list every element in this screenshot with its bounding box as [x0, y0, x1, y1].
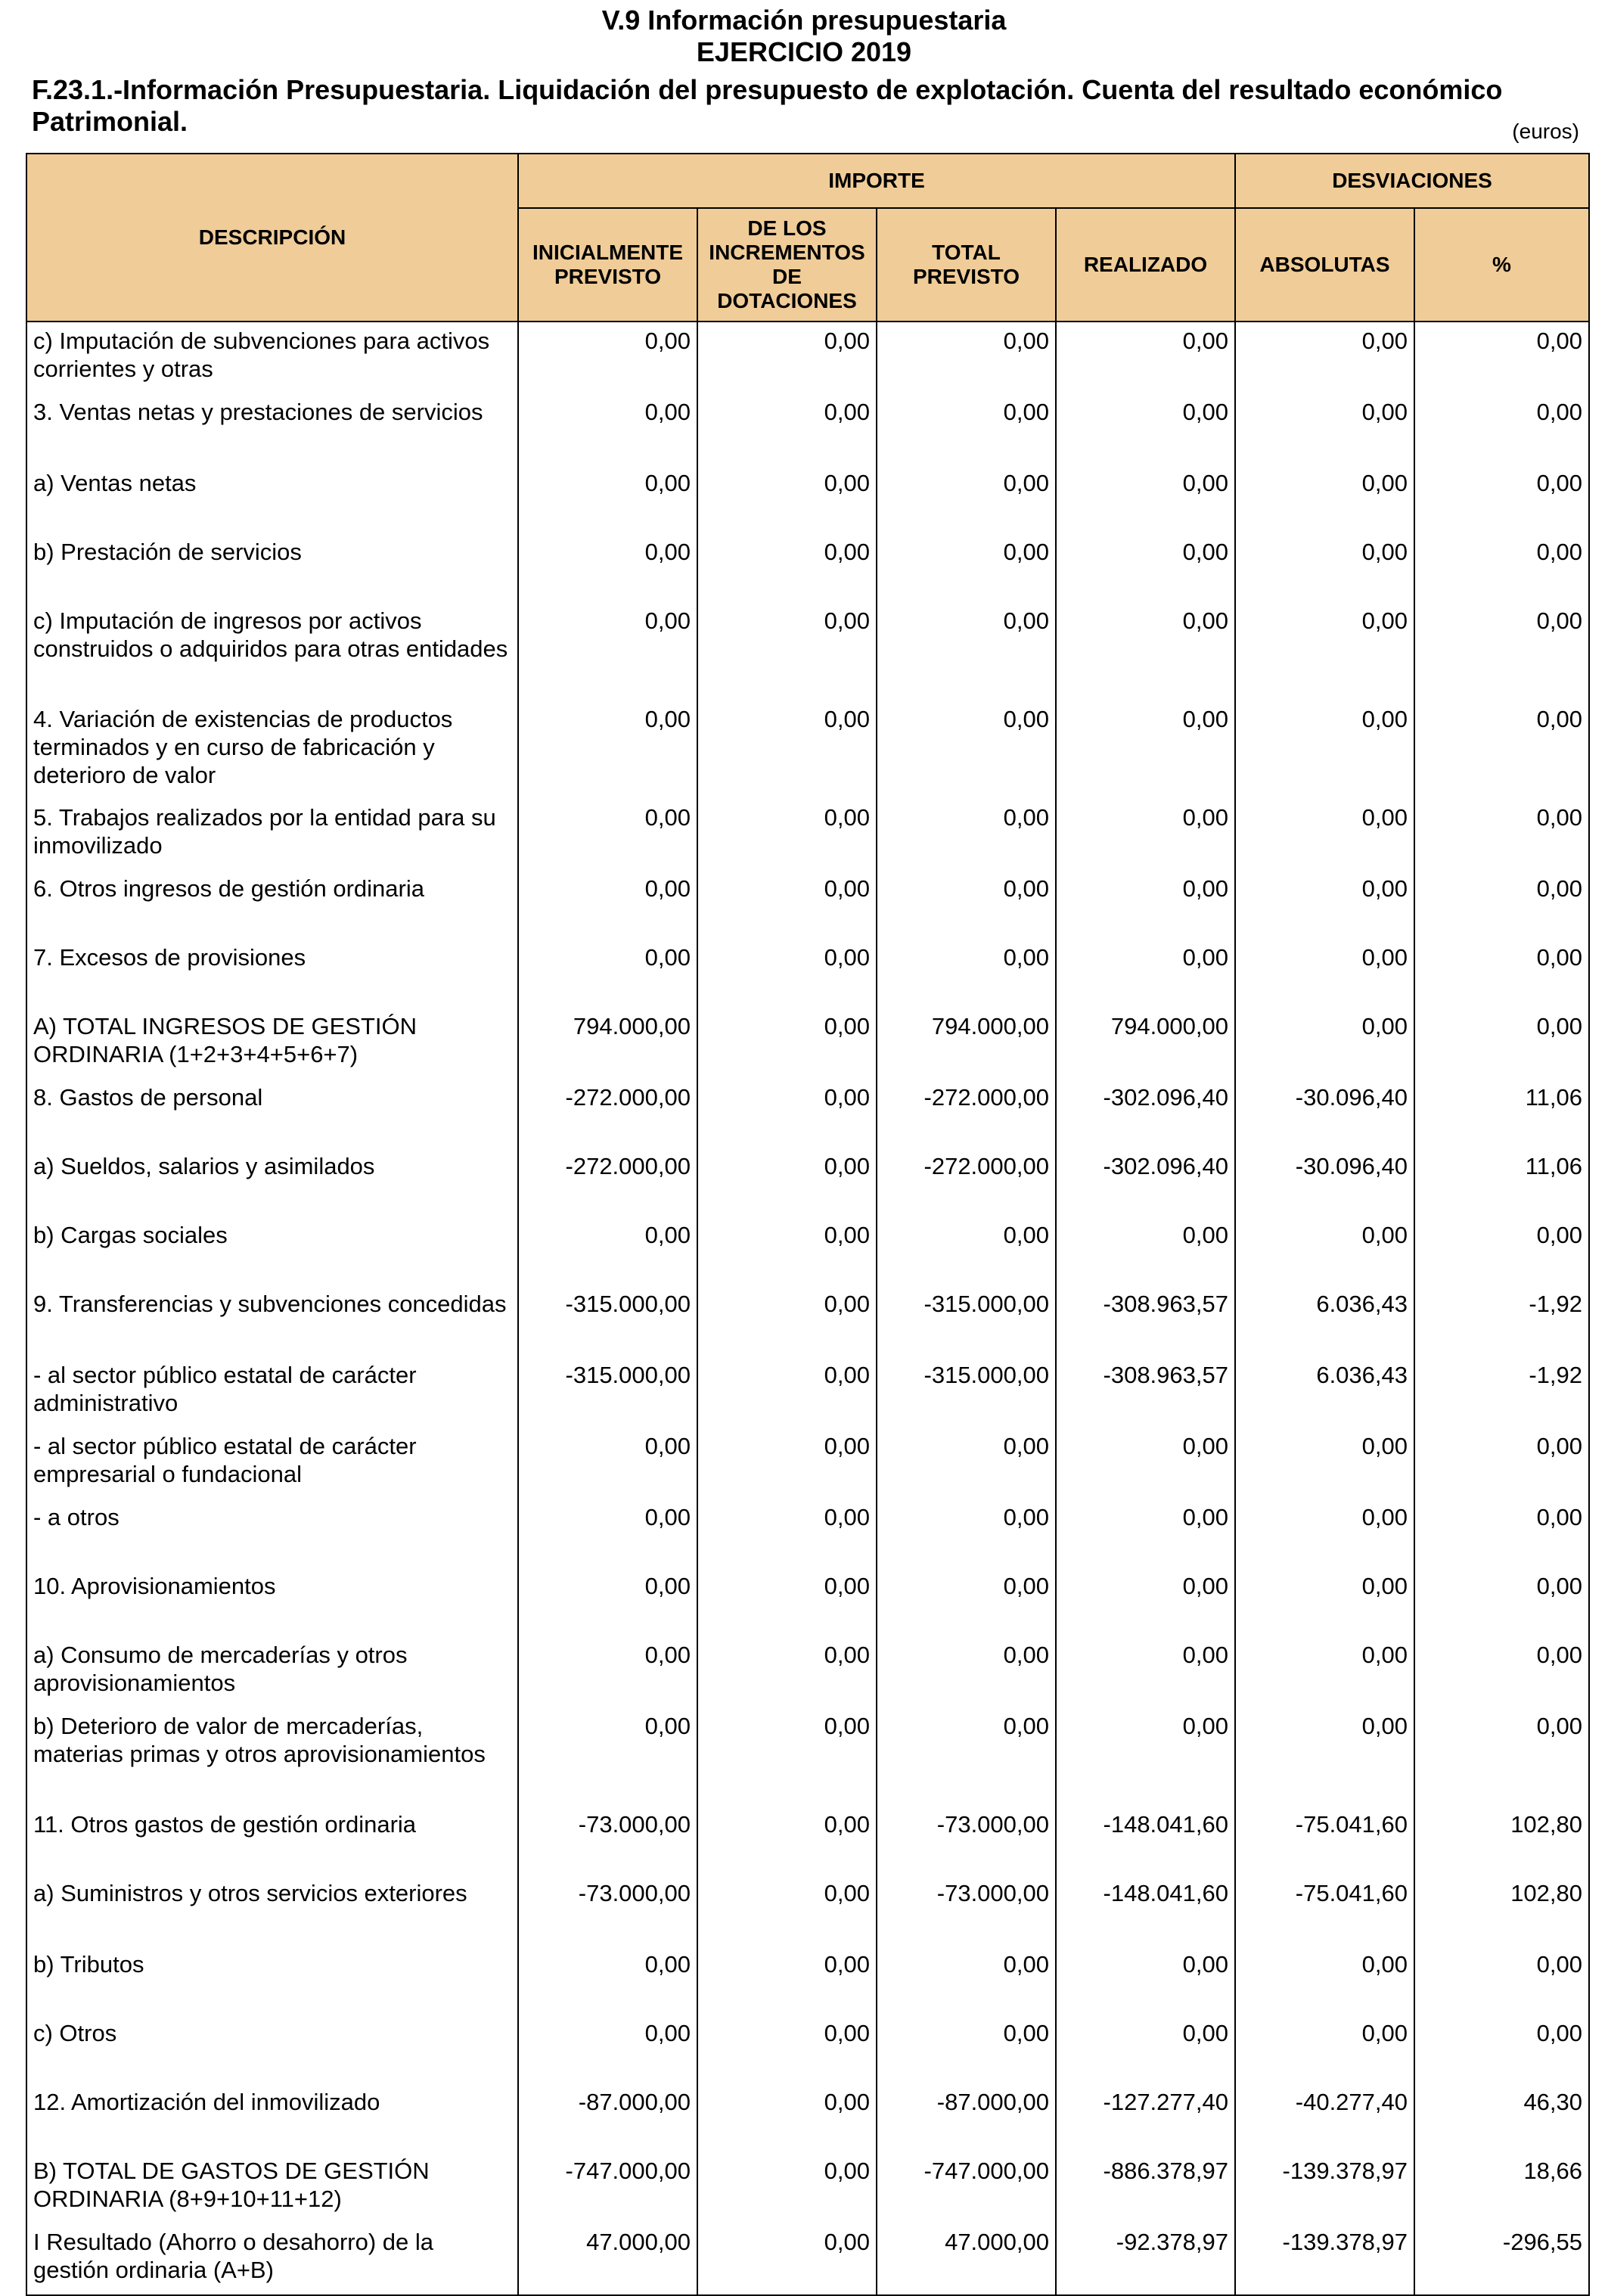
- cell-incrementos: 0,00: [697, 939, 877, 1008]
- table-row: [26, 1707, 1589, 1806]
- row-description: b) Cargas sociales: [26, 1216, 518, 1285]
- cell-absolutas: -30.096,40: [1235, 1148, 1414, 1216]
- cell-porcentaje: 0,00: [1414, 799, 1589, 870]
- cell-inicialmente-previsto: 0,00: [518, 701, 697, 799]
- cell-realizado: -148.041,60: [1056, 1806, 1235, 1875]
- cell-total-previsto: 0,00: [877, 1946, 1056, 2015]
- cell-porcentaje: 18,66: [1414, 2152, 1589, 2223]
- cell-total-previsto: 0,00: [877, 322, 1056, 393]
- row-description: 7. Excesos de provisiones: [26, 939, 518, 1008]
- cell-total-previsto: 47.000,00: [877, 2223, 1056, 2295]
- cell-inicialmente-previsto: 0,00: [518, 464, 697, 533]
- cell-porcentaje: 0,00: [1414, 393, 1589, 464]
- cell-total-previsto: 0,00: [877, 1567, 1056, 1636]
- cell-inicialmente-previsto: 0,00: [518, 602, 697, 701]
- row-description: - a otros: [26, 1499, 518, 1567]
- cell-incrementos: 0,00: [697, 1216, 877, 1285]
- cell-absolutas: 0,00: [1235, 1707, 1414, 1806]
- group-header-desviaciones: DESVIACIONES: [1235, 154, 1589, 208]
- cell-absolutas: 0,00: [1235, 1946, 1414, 2015]
- group-header-importe: IMPORTE: [518, 154, 1235, 208]
- cell-realizado: 0,00: [1056, 393, 1235, 464]
- cell-absolutas: 6.036,43: [1235, 1356, 1414, 1428]
- col-header-descripcion: DESCRIPCIÓN: [26, 154, 518, 322]
- row-description: c) Imputación de ingresos por activos construidos o adquiridos para otras entidades: [26, 602, 518, 701]
- table-row: [26, 701, 1589, 799]
- cell-porcentaje: 0,00: [1414, 1946, 1589, 2015]
- cell-total-previsto: 0,00: [877, 464, 1056, 533]
- report-subtitle: F.23.1.-Información Presupuestaria. Liquidación del presupuesto de explotación. Cuenta del resultado económico Patrimonial.: [32, 74, 1503, 137]
- cell-porcentaje: -1,92: [1414, 1356, 1589, 1428]
- cell-inicialmente-previsto: 0,00: [518, 1499, 697, 1567]
- row-description: 4. Variación de existencias de productos terminados y en curso de fabricación y deterioro de valor: [26, 701, 518, 799]
- cell-total-previsto: -73.000,00: [877, 1875, 1056, 1946]
- row-description: 5. Trabajos realizados por la entidad para su inmovilizado: [26, 799, 518, 870]
- cell-total-previsto: -272.000,00: [877, 1148, 1056, 1216]
- cell-incrementos: 0,00: [697, 1499, 877, 1567]
- table-row: [26, 533, 1589, 602]
- cell-realizado: 794.000,00: [1056, 1008, 1235, 1079]
- row-description: 12. Amortización del inmovilizado: [26, 2083, 518, 2152]
- cell-total-previsto: 0,00: [877, 2015, 1056, 2083]
- cell-incrementos: 0,00: [697, 870, 877, 939]
- budget-table: [26, 153, 1590, 2296]
- cell-porcentaje: 0,00: [1414, 870, 1589, 939]
- cell-absolutas: 0,00: [1235, 1008, 1414, 1079]
- cell-realizado: -92.378,97: [1056, 2223, 1235, 2295]
- cell-absolutas: 0,00: [1235, 939, 1414, 1008]
- row-description: I Resultado (Ahorro o desahorro) de la gestión ordinaria (A+B): [26, 2223, 518, 2295]
- table-row: [26, 2152, 1589, 2223]
- col-header-incrementos: DE LOS INCREMENTOS DE DOTACIONES: [697, 208, 877, 322]
- cell-inicialmente-previsto: 0,00: [518, 870, 697, 939]
- cell-inicialmente-previsto: 0,00: [518, 533, 697, 602]
- cell-realizado: 0,00: [1056, 1428, 1235, 1499]
- cell-absolutas: 0,00: [1235, 1499, 1414, 1567]
- row-description: a) Suministros y otros servicios exteriores: [26, 1875, 518, 1946]
- cell-total-previsto: 0,00: [877, 939, 1056, 1008]
- cell-total-previsto: 0,00: [877, 1499, 1056, 1567]
- cell-porcentaje: 0,00: [1414, 464, 1589, 533]
- cell-incrementos: 0,00: [697, 701, 877, 799]
- table-row: [26, 322, 1589, 393]
- cell-total-previsto: -272.000,00: [877, 1079, 1056, 1148]
- cell-inicialmente-previsto: 794.000,00: [518, 1008, 697, 1079]
- cell-inicialmente-previsto: 0,00: [518, 322, 697, 393]
- cell-incrementos: 0,00: [697, 1875, 877, 1946]
- cell-realizado: 0,00: [1056, 1636, 1235, 1707]
- cell-realizado: 0,00: [1056, 870, 1235, 939]
- cell-incrementos: 0,00: [697, 464, 877, 533]
- cell-realizado: -127.277,40: [1056, 2083, 1235, 2152]
- cell-incrementos: 0,00: [697, 1148, 877, 1216]
- cell-porcentaje: 0,00: [1414, 1216, 1589, 1285]
- cell-porcentaje: -296,55: [1414, 2223, 1589, 2295]
- cell-incrementos: 0,00: [697, 1285, 877, 1356]
- cell-total-previsto: -73.000,00: [877, 1806, 1056, 1875]
- cell-incrementos: 0,00: [697, 2152, 877, 2223]
- cell-inicialmente-previsto: -87.000,00: [518, 2083, 697, 2152]
- cell-inicialmente-previsto: 0,00: [518, 1216, 697, 1285]
- table-row: [26, 1806, 1589, 1875]
- row-description: b) Deterioro de valor de mercaderías, materias primas y otros aprovisionamientos: [26, 1707, 518, 1806]
- cell-inicialmente-previsto: -315.000,00: [518, 1356, 697, 1428]
- row-description: c) Imputación de subvenciones para activos corrientes y otras: [26, 322, 518, 393]
- cell-total-previsto: 0,00: [877, 393, 1056, 464]
- cell-incrementos: 0,00: [697, 799, 877, 870]
- units-label: (euros): [1512, 120, 1579, 143]
- cell-porcentaje: 0,00: [1414, 322, 1589, 393]
- table-row: [26, 464, 1589, 533]
- cell-total-previsto: 0,00: [877, 533, 1056, 602]
- cell-absolutas: 0,00: [1235, 1567, 1414, 1636]
- cell-incrementos: 0,00: [697, 1946, 877, 2015]
- cell-total-previsto: -87.000,00: [877, 2083, 1056, 2152]
- cell-realizado: 0,00: [1056, 322, 1235, 393]
- col-header-realizado: REALIZADO: [1056, 208, 1235, 322]
- cell-porcentaje: 0,00: [1414, 1707, 1589, 1806]
- row-description: A) TOTAL INGRESOS DE GESTIÓN ORDINARIA (1+2+3+4+5+6+7): [26, 1008, 518, 1079]
- cell-incrementos: 0,00: [697, 322, 877, 393]
- cell-inicialmente-previsto: 47.000,00: [518, 2223, 697, 2295]
- table-row: [26, 870, 1589, 939]
- row-description: 6. Otros ingresos de gestión ordinaria: [26, 870, 518, 939]
- cell-inicialmente-previsto: -272.000,00: [518, 1079, 697, 1148]
- row-description: 3. Ventas netas y prestaciones de servicios: [26, 393, 518, 464]
- cell-total-previsto: 0,00: [877, 701, 1056, 799]
- cell-realizado: -148.041,60: [1056, 1875, 1235, 1946]
- cell-incrementos: 0,00: [697, 1356, 877, 1428]
- cell-total-previsto: -315.000,00: [877, 1285, 1056, 1356]
- row-description: 8. Gastos de personal: [26, 1079, 518, 1148]
- table-row: [26, 1148, 1589, 1216]
- row-description: b) Prestación de servicios: [26, 533, 518, 602]
- col-header-absolutas: ABSOLUTAS: [1235, 208, 1414, 322]
- row-description: - al sector público estatal de carácter administrativo: [26, 1356, 518, 1428]
- cell-absolutas: 0,00: [1235, 322, 1414, 393]
- col-header-total-previsto: TOTAL PREVISTO: [877, 208, 1056, 322]
- cell-total-previsto: 0,00: [877, 799, 1056, 870]
- cell-absolutas: 6.036,43: [1235, 1285, 1414, 1356]
- cell-incrementos: 0,00: [697, 2223, 877, 2295]
- cell-realizado: 0,00: [1056, 464, 1235, 533]
- cell-inicialmente-previsto: 0,00: [518, 939, 697, 1008]
- cell-incrementos: 0,00: [697, 1636, 877, 1707]
- table-body: [26, 322, 1589, 2295]
- cell-absolutas: 0,00: [1235, 799, 1414, 870]
- cell-porcentaje: 11,06: [1414, 1148, 1589, 1216]
- cell-porcentaje: 0,00: [1414, 533, 1589, 602]
- cell-absolutas: -139.378,97: [1235, 2152, 1414, 2223]
- cell-absolutas: -75.041,60: [1235, 1875, 1414, 1946]
- cell-incrementos: 0,00: [697, 1428, 877, 1499]
- row-description: 9. Transferencias y subvenciones concedidas: [26, 1285, 518, 1356]
- cell-total-previsto: 0,00: [877, 1636, 1056, 1707]
- cell-porcentaje: 46,30: [1414, 2083, 1589, 2152]
- table-row: [26, 1636, 1589, 1707]
- title-block: [0, 5, 1608, 68]
- table-row: [26, 602, 1589, 701]
- cell-porcentaje: 102,80: [1414, 1875, 1589, 1946]
- cell-absolutas: -75.041,60: [1235, 1806, 1414, 1875]
- cell-realizado: 0,00: [1056, 1499, 1235, 1567]
- cell-inicialmente-previsto: -315.000,00: [518, 1285, 697, 1356]
- cell-inicialmente-previsto: 0,00: [518, 1946, 697, 2015]
- cell-inicialmente-previsto: 0,00: [518, 1428, 697, 1499]
- table-row: [26, 1285, 1589, 1356]
- cell-total-previsto: -315.000,00: [877, 1356, 1056, 1428]
- cell-realizado: -308.963,57: [1056, 1356, 1235, 1428]
- table-row: [26, 2083, 1589, 2152]
- table-row: [26, 1875, 1589, 1946]
- cell-realizado: 0,00: [1056, 2015, 1235, 2083]
- cell-total-previsto: 0,00: [877, 1428, 1056, 1499]
- cell-inicialmente-previsto: -747.000,00: [518, 2152, 697, 2223]
- table-row: [26, 1499, 1589, 1567]
- table-row: [26, 799, 1589, 870]
- cell-absolutas: 0,00: [1235, 1216, 1414, 1285]
- cell-porcentaje: -1,92: [1414, 1285, 1589, 1356]
- cell-absolutas: -40.277,40: [1235, 2083, 1414, 2152]
- cell-porcentaje: 11,06: [1414, 1079, 1589, 1148]
- table-group-header-row: [26, 154, 1589, 208]
- table-row: [26, 939, 1589, 1008]
- cell-inicialmente-previsto: -272.000,00: [518, 1148, 697, 1216]
- cell-realizado: -302.096,40: [1056, 1079, 1235, 1148]
- cell-realizado: 0,00: [1056, 533, 1235, 602]
- cell-total-previsto: 0,00: [877, 1216, 1056, 1285]
- table-row: [26, 1428, 1589, 1499]
- cell-absolutas: 0,00: [1235, 393, 1414, 464]
- cell-absolutas: 0,00: [1235, 1428, 1414, 1499]
- cell-incrementos: 0,00: [697, 2015, 877, 2083]
- cell-absolutas: -30.096,40: [1235, 1079, 1414, 1148]
- table-row: [26, 1079, 1589, 1148]
- col-header-inicialmente-previsto: INICIALMENTE PREVISTO: [518, 208, 697, 322]
- row-description: 11. Otros gastos de gestión ordinaria: [26, 1806, 518, 1875]
- cell-realizado: 0,00: [1056, 1216, 1235, 1285]
- cell-incrementos: 0,00: [697, 2083, 877, 2152]
- cell-absolutas: 0,00: [1235, 533, 1414, 602]
- cell-absolutas: 0,00: [1235, 701, 1414, 799]
- cell-porcentaje: 0,00: [1414, 1499, 1589, 1567]
- table-row: [26, 2223, 1589, 2295]
- cell-realizado: 0,00: [1056, 602, 1235, 701]
- row-description: a) Ventas netas: [26, 464, 518, 533]
- cell-total-previsto: 0,00: [877, 870, 1056, 939]
- cell-realizado: -302.096,40: [1056, 1148, 1235, 1216]
- cell-realizado: 0,00: [1056, 799, 1235, 870]
- cell-realizado: 0,00: [1056, 1567, 1235, 1636]
- cell-total-previsto: 0,00: [877, 602, 1056, 701]
- cell-porcentaje: 0,00: [1414, 1636, 1589, 1707]
- row-description: c) Otros: [26, 2015, 518, 2083]
- col-header-porcentaje: %: [1414, 208, 1589, 322]
- row-description: a) Sueldos, salarios y asimilados: [26, 1148, 518, 1216]
- cell-realizado: -308.963,57: [1056, 1285, 1235, 1356]
- cell-porcentaje: 102,80: [1414, 1806, 1589, 1875]
- cell-realizado: 0,00: [1056, 1707, 1235, 1806]
- cell-porcentaje: 0,00: [1414, 1428, 1589, 1499]
- fiscal-year-title: EJERCICIO 2019: [696, 36, 912, 67]
- row-description: 10. Aprovisionamientos: [26, 1567, 518, 1636]
- cell-porcentaje: 0,00: [1414, 2015, 1589, 2083]
- table-row: [26, 1567, 1589, 1636]
- cell-realizado: 0,00: [1056, 1946, 1235, 2015]
- table-row: [26, 2015, 1589, 2083]
- cell-porcentaje: 0,00: [1414, 701, 1589, 799]
- cell-absolutas: 0,00: [1235, 1636, 1414, 1707]
- table-row: [26, 1008, 1589, 1079]
- row-description: b) Tributos: [26, 1946, 518, 2015]
- cell-porcentaje: 0,00: [1414, 1567, 1589, 1636]
- cell-absolutas: 0,00: [1235, 464, 1414, 533]
- row-description: B) TOTAL DE GASTOS DE GESTIÓN ORDINARIA (8+9+10+11+12): [26, 2152, 518, 2223]
- cell-inicialmente-previsto: 0,00: [518, 1707, 697, 1806]
- row-description: - al sector público estatal de carácter empresarial o fundacional: [26, 1428, 518, 1499]
- table-row: [26, 1946, 1589, 2015]
- cell-total-previsto: -747.000,00: [877, 2152, 1056, 2223]
- row-description: a) Consumo de mercaderías y otros aprovisionamientos: [26, 1636, 518, 1707]
- cell-realizado: 0,00: [1056, 939, 1235, 1008]
- cell-inicialmente-previsto: 0,00: [518, 799, 697, 870]
- cell-incrementos: 0,00: [697, 602, 877, 701]
- cell-incrementos: 0,00: [697, 1079, 877, 1148]
- cell-inicialmente-previsto: 0,00: [518, 1567, 697, 1636]
- cell-incrementos: 0,00: [697, 1567, 877, 1636]
- cell-absolutas: -139.378,97: [1235, 2223, 1414, 2295]
- cell-inicialmente-previsto: 0,00: [518, 393, 697, 464]
- cell-inicialmente-previsto: -73.000,00: [518, 1806, 697, 1875]
- cell-realizado: 0,00: [1056, 701, 1235, 799]
- cell-inicialmente-previsto: -73.000,00: [518, 1875, 697, 1946]
- cell-absolutas: 0,00: [1235, 870, 1414, 939]
- cell-porcentaje: 0,00: [1414, 1008, 1589, 1079]
- cell-incrementos: 0,00: [697, 393, 877, 464]
- cell-incrementos: 0,00: [697, 533, 877, 602]
- cell-realizado: -886.378,97: [1056, 2152, 1235, 2223]
- table-row: [26, 1216, 1589, 1285]
- cell-absolutas: 0,00: [1235, 602, 1414, 701]
- cell-porcentaje: 0,00: [1414, 939, 1589, 1008]
- table-row: [26, 393, 1589, 464]
- cell-total-previsto: 0,00: [877, 1707, 1056, 1806]
- cell-porcentaje: 0,00: [1414, 602, 1589, 701]
- section-title: V.9 Información presupuestaria: [601, 5, 1007, 36]
- cell-incrementos: 0,00: [697, 1707, 877, 1806]
- cell-inicialmente-previsto: 0,00: [518, 1636, 697, 1707]
- cell-incrementos: 0,00: [697, 1008, 877, 1079]
- cell-inicialmente-previsto: 0,00: [518, 2015, 697, 2083]
- table-row: [26, 1356, 1589, 1428]
- cell-incrementos: 0,00: [697, 1806, 877, 1875]
- cell-total-previsto: 794.000,00: [877, 1008, 1056, 1079]
- cell-absolutas: 0,00: [1235, 2015, 1414, 2083]
